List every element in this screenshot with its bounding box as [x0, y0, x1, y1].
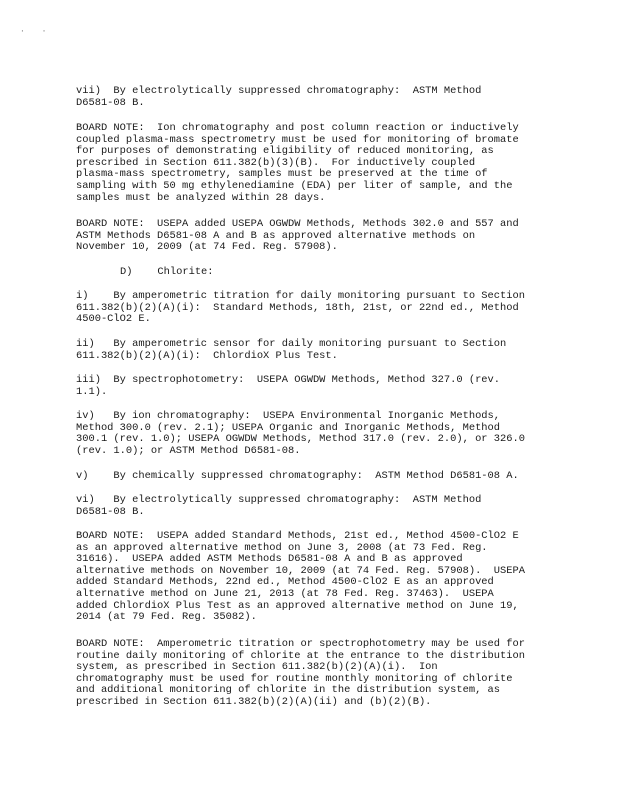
item-vi-electrolytically-suppressed-chromatography: vi) By electrolytically suppressed chromatography: ASTM Method D6581-08 B.	[76, 494, 482, 518]
item-v-chemically-suppressed-chromatography: v) By chemically suppressed chromatography: ASTM Method D6581-08 A.	[76, 470, 519, 482]
board-note-chlorite-method-additions: BOARD NOTE: USEPA added Standard Methods, 21st ed., Method 4500-ClO2 E as an approved alternative method on June 3, 2008 (at 73 Fed. Reg. 31616). USEPA added ASTM Methods D6581-08 A and B as approved alternative methods on November 10, 2009 (at 74 Fed. Reg. 57908). USEPA added Standard Methods, 22nd ed., Method 4500-ClO2 E as an approved alternative method on June 21, 2013 (at 78 Fed. Reg. 37463). USEPA added ChlordioX Plus Test as an approved alternative method on June 19, 2014 (at 79 Fed. Reg. 35082).	[76, 530, 525, 624]
item-vii-electrolytic-chromatography-bromate: vii) By electrolytically suppressed chromatography: ASTM Method D6581-08 B.	[76, 85, 482, 109]
item-iv-ion-chromatography: iv) By ion chromatography: USEPA Environmental Inorganic Methods, Method 300.0 (rev. 2.1); USEPA Organic and Inorganic Methods, Method 300.1 (rev. 1.0); USEPA OGWDW Methods, Method 317.0 (rev. 2.0), or 326.0 (rev. 1.0); or ASTM Method D6581-08.	[76, 410, 525, 457]
board-note-bromate-monitoring: BOARD NOTE: Ion chromatography and post column reaction or inductively coupled plasma-mass spectrometry must be used for monitoring of bromate for purposes of demonstrating eligibility of reduced monitoring, as prescribed in Section 611.382(b)(3)(B). For inductively coupled plasma-mass spectrometry, samples must be preserved at the time of sampling with 50 mg ethylenediamine (EDA) per liter of sample, and the samples must be analyzed within 28 days.	[76, 122, 519, 204]
item-iii-spectrophotometry: iii) By spectrophotometry: USEPA OGWDW Methods, Method 327.0 (rev. 1.1).	[76, 374, 501, 398]
item-ii-amperometric-sensor: ii) By amperometric sensor for daily monitoring pursuant to Section 611.382(b)(2)(A)(i): ChlordioX Plus Test.	[76, 338, 507, 362]
board-note-usepa-added-methods: BOARD NOTE: USEPA added USEPA OGWDW Methods, Methods 302.0 and 557 and ASTM Methods D6581-08 A and B as approved alternative methods on November 10, 2009 (at 74 Fed. Reg. 57908).	[76, 218, 519, 254]
item-i-amperometric-titration: i) By amperometric titration for daily monitoring pursuant to Section 611.382(b)(2)(A)(i): Standard Methods, 18th, 21st, or 22nd ed., Method 4500-ClO2 E.	[76, 290, 525, 326]
section-heading-chlorite: D) Chlorite:	[120, 266, 214, 278]
board-note-chlorite-monitoring: BOARD NOTE: Amperometric titration or spectrophotometry may be used for routine daily monitoring of chlorite at the entrance to the distribution system, as prescribed in Section 611.382(b)(2)(A)(i). Ion chromatography must be used for routine monthly monitoring of chlorite and additional monitoring of chlorite in the distribution system, as prescribed in Section 611.382(b)(2)(A)(ii) and (b)(2)(B).	[76, 638, 525, 708]
scan-corner-mark: · ·	[20, 27, 53, 36]
